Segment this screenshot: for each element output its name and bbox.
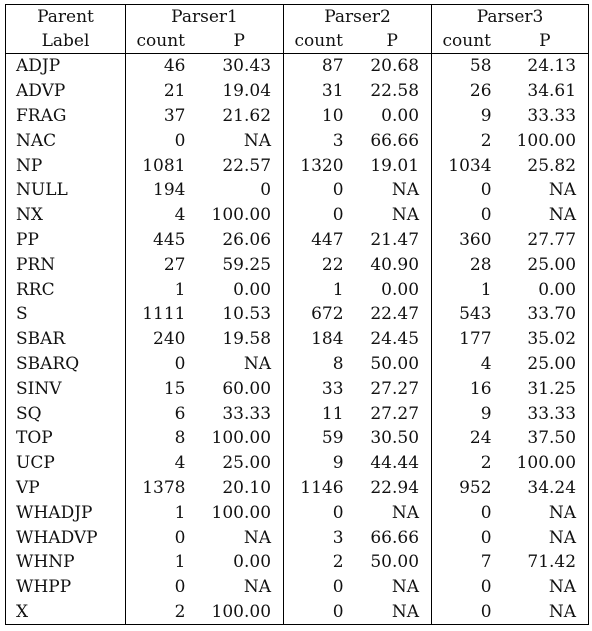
parser1-p: NA — [243, 527, 272, 548]
row-label: WHADVP — [16, 527, 98, 548]
header-parent: Parent — [37, 7, 94, 27]
parser1-p: 30.43 — [222, 56, 272, 77]
parser1-count: 21 — [126, 79, 196, 104]
header-p3-count: count — [432, 29, 502, 54]
table-row — [6, 401, 589, 426]
parser1-p: 100.00 — [211, 601, 272, 622]
row-label: WHNP — [16, 552, 75, 573]
row-label: X — [16, 601, 29, 622]
row-label: NX — [16, 205, 43, 226]
parser2-p: 66.66 — [370, 130, 420, 151]
header-parser3: Parser3 — [432, 5, 589, 30]
parser1-count: 0 — [126, 525, 196, 550]
row-label: PRN — [16, 254, 56, 275]
parser1-count: 37 — [126, 104, 196, 129]
header-p2-count: count — [284, 29, 354, 54]
parser3-count: 0 — [432, 600, 502, 625]
parser1-p: 33.33 — [222, 403, 272, 424]
parser2-p: 22.94 — [370, 477, 420, 498]
parser3-p: 34.24 — [527, 477, 577, 498]
parser3-p: NA — [548, 205, 577, 226]
table-row — [6, 426, 589, 451]
parser2-p: 0.00 — [381, 105, 420, 126]
parser1-p: 0.00 — [233, 552, 272, 573]
table-row — [6, 153, 589, 178]
parser2-p: NA — [391, 180, 420, 201]
table-row — [6, 128, 589, 153]
table-row — [6, 302, 589, 327]
parser1-count: 4 — [126, 451, 196, 476]
parser3-p: 33.33 — [527, 403, 577, 424]
table-body — [6, 54, 589, 625]
parser2-p: NA — [391, 502, 420, 523]
parser2-count: 87 — [284, 54, 354, 79]
parser3-count: 543 — [432, 302, 502, 327]
parser2-p: 0.00 — [381, 279, 420, 300]
parser3-count: 177 — [432, 327, 502, 352]
parser1-p: 22.57 — [222, 155, 272, 176]
parser2-count: 11 — [284, 401, 354, 426]
parser2-count: 8 — [284, 352, 354, 377]
parser1-count: 4 — [126, 203, 196, 228]
parser2-count: 3 — [284, 128, 354, 153]
header-p2-p: P — [354, 29, 432, 54]
parser3-p: 33.70 — [527, 304, 577, 325]
parser1-count: 194 — [126, 178, 196, 203]
parser3-count: 0 — [432, 178, 502, 203]
parser2-p: NA — [391, 601, 420, 622]
row-label: UCP — [16, 453, 55, 474]
table-row — [6, 451, 589, 476]
parser1-p: 20.10 — [222, 477, 272, 498]
parser1-count: 0 — [126, 128, 196, 153]
header-p1-p: P — [196, 29, 284, 54]
parser2-count: 22 — [284, 252, 354, 277]
parser1-p: NA — [243, 577, 272, 598]
table-row — [6, 228, 589, 253]
parser3-p: NA — [548, 527, 577, 548]
parser2-p: 21.47 — [370, 229, 420, 250]
row-label: ADJP — [16, 56, 61, 77]
parser2-p: 40.90 — [370, 254, 420, 275]
row-label: SBARQ — [16, 353, 80, 374]
header-label: Label — [6, 29, 126, 54]
table-row — [6, 525, 589, 550]
parser1-count: 46 — [126, 54, 196, 79]
parser3-count: 1 — [432, 277, 502, 302]
row-label: SQ — [16, 403, 42, 424]
row-label: TOP — [16, 428, 53, 449]
table-row — [6, 79, 589, 104]
parser2-count: 0 — [284, 203, 354, 228]
parser1-count: 2 — [126, 600, 196, 625]
parser1-count: 0 — [126, 575, 196, 600]
parser1-p: 59.25 — [222, 254, 272, 275]
parser2-p: 50.00 — [370, 552, 420, 573]
parser1-count: 240 — [126, 327, 196, 352]
parser3-count: 0 — [432, 575, 502, 600]
parser2-p: 19.01 — [370, 155, 420, 176]
parser1-count: 0 — [126, 352, 196, 377]
header-p1-count: count — [126, 29, 196, 54]
parser2-count: 10 — [284, 104, 354, 129]
parser2-count: 672 — [284, 302, 354, 327]
parser2-count: 447 — [284, 228, 354, 253]
parser3-count: 16 — [432, 376, 502, 401]
row-label: RRC — [16, 279, 55, 300]
parser3-p: 0.00 — [538, 279, 577, 300]
parser2-p: 44.44 — [370, 453, 420, 474]
parser3-p: 27.77 — [527, 229, 577, 250]
parser1-p: 0.00 — [233, 279, 272, 300]
table-row — [6, 500, 589, 525]
parser1-p: 10.53 — [222, 304, 272, 325]
parser3-p: 71.42 — [527, 552, 577, 573]
parser3-count: 2 — [432, 128, 502, 153]
parser2-p: 22.47 — [370, 304, 420, 325]
parser3-p: 24.13 — [527, 56, 577, 77]
header-row-columns — [6, 29, 589, 54]
header-parser2: Parser2 — [284, 5, 432, 30]
parser3-count: 0 — [432, 525, 502, 550]
table-row — [6, 178, 589, 203]
parser3-p: 25.00 — [527, 254, 577, 275]
row-label: PP — [16, 229, 39, 250]
parser1-count: 1 — [126, 550, 196, 575]
parser3-count: 9 — [432, 401, 502, 426]
parser3-count: 9 — [432, 104, 502, 129]
results-table-container — [5, 4, 588, 627]
row-label: SINV — [16, 378, 62, 399]
parser3-count: 28 — [432, 252, 502, 277]
parser1-count: 6 — [126, 401, 196, 426]
parser2-count: 184 — [284, 327, 354, 352]
parser2-p: 27.27 — [370, 378, 420, 399]
parser3-count: 58 — [432, 54, 502, 79]
table-row — [6, 600, 589, 625]
row-label: FRAG — [16, 105, 67, 126]
parser3-p: 31.25 — [527, 378, 577, 399]
parser1-p: 25.00 — [222, 453, 272, 474]
parser2-p: 20.68 — [370, 56, 420, 77]
parser3-p: NA — [548, 180, 577, 201]
row-label: NAC — [16, 130, 57, 151]
parser2-p: 30.50 — [370, 428, 420, 449]
parser1-p: NA — [243, 353, 272, 374]
parser3-p: NA — [548, 577, 577, 598]
parser3-p: NA — [548, 601, 577, 622]
parser3-count: 24 — [432, 426, 502, 451]
parser1-p: 100.00 — [211, 502, 272, 523]
table-row — [6, 352, 589, 377]
parser3-p: NA — [548, 502, 577, 523]
parser3-p: 34.61 — [527, 81, 577, 102]
row-label: VP — [16, 477, 40, 498]
parser1-p: 21.62 — [222, 105, 272, 126]
parser3-p: 35.02 — [527, 329, 577, 350]
table-row — [6, 104, 589, 129]
parser2-count: 31 — [284, 79, 354, 104]
parser3-p: 100.00 — [516, 453, 577, 474]
parser2-count: 59 — [284, 426, 354, 451]
parser1-p: 100.00 — [211, 428, 272, 449]
header-row-parsers — [6, 5, 589, 30]
parser2-count: 0 — [284, 500, 354, 525]
parser1-count: 445 — [126, 228, 196, 253]
table-row — [6, 252, 589, 277]
table-row — [6, 277, 589, 302]
parser3-count: 1034 — [432, 153, 502, 178]
parser1-count: 1 — [126, 500, 196, 525]
parser2-p: 22.58 — [370, 81, 420, 102]
parser2-count: 1320 — [284, 153, 354, 178]
parser2-count: 0 — [284, 178, 354, 203]
parser2-p: NA — [391, 205, 420, 226]
parser2-count: 9 — [284, 451, 354, 476]
parser3-count: 0 — [432, 203, 502, 228]
parser3-count: 360 — [432, 228, 502, 253]
row-label: WHPP — [16, 577, 72, 598]
parser2-p: 27.27 — [370, 403, 420, 424]
table-row — [6, 575, 589, 600]
parser1-p: 19.58 — [222, 329, 272, 350]
table-row — [6, 327, 589, 352]
parser2-count: 3 — [284, 525, 354, 550]
parser3-p: 25.00 — [527, 353, 577, 374]
row-label: NP — [16, 155, 43, 176]
parser3-count: 26 — [432, 79, 502, 104]
row-label: S — [16, 304, 28, 325]
parser3-p: 100.00 — [516, 130, 577, 151]
parser-results-table — [5, 4, 589, 625]
parser1-p: 100.00 — [211, 205, 272, 226]
header-parser1: Parser1 — [126, 5, 284, 30]
table-row — [6, 476, 589, 501]
parser2-p: NA — [391, 577, 420, 598]
parser2-count: 33 — [284, 376, 354, 401]
table-header — [6, 5, 589, 54]
header-p3-p: P — [502, 29, 589, 54]
row-label: SBAR — [16, 329, 66, 350]
parser2-count: 0 — [284, 600, 354, 625]
parser3-p: 25.82 — [527, 155, 577, 176]
parser3-count: 952 — [432, 476, 502, 501]
parser1-count: 27 — [126, 252, 196, 277]
parser3-count: 2 — [432, 451, 502, 476]
parser2-p: 50.00 — [370, 353, 420, 374]
parser1-p: 26.06 — [222, 229, 272, 250]
parser1-count: 1111 — [126, 302, 196, 327]
parser1-count: 1378 — [126, 476, 196, 501]
parser1-count: 1081 — [126, 153, 196, 178]
parser1-p: NA — [243, 130, 272, 151]
parser2-p: 66.66 — [370, 527, 420, 548]
table-row — [6, 550, 589, 575]
table-row — [6, 203, 589, 228]
parser3-p: 33.33 — [527, 105, 577, 126]
parser1-count: 1 — [126, 277, 196, 302]
parser1-p: 19.04 — [222, 81, 272, 102]
row-label: WHADJP — [16, 502, 93, 523]
parser1-count: 8 — [126, 426, 196, 451]
parser1-p: 60.00 — [222, 378, 272, 399]
parser3-p: 37.50 — [527, 428, 577, 449]
row-label: ADVP — [16, 81, 66, 102]
parser2-count: 1 — [284, 277, 354, 302]
parser1-count: 15 — [126, 376, 196, 401]
parser3-count: 0 — [432, 500, 502, 525]
parser2-count: 1146 — [284, 476, 354, 501]
row-label: NULL — [16, 180, 68, 201]
table-row — [6, 54, 589, 79]
parser2-count: 2 — [284, 550, 354, 575]
parser3-count: 7 — [432, 550, 502, 575]
table-row — [6, 376, 589, 401]
parser1-p: 0 — [260, 180, 272, 201]
parser2-p: 24.45 — [370, 329, 420, 350]
parser3-count: 4 — [432, 352, 502, 377]
parser2-count: 0 — [284, 575, 354, 600]
